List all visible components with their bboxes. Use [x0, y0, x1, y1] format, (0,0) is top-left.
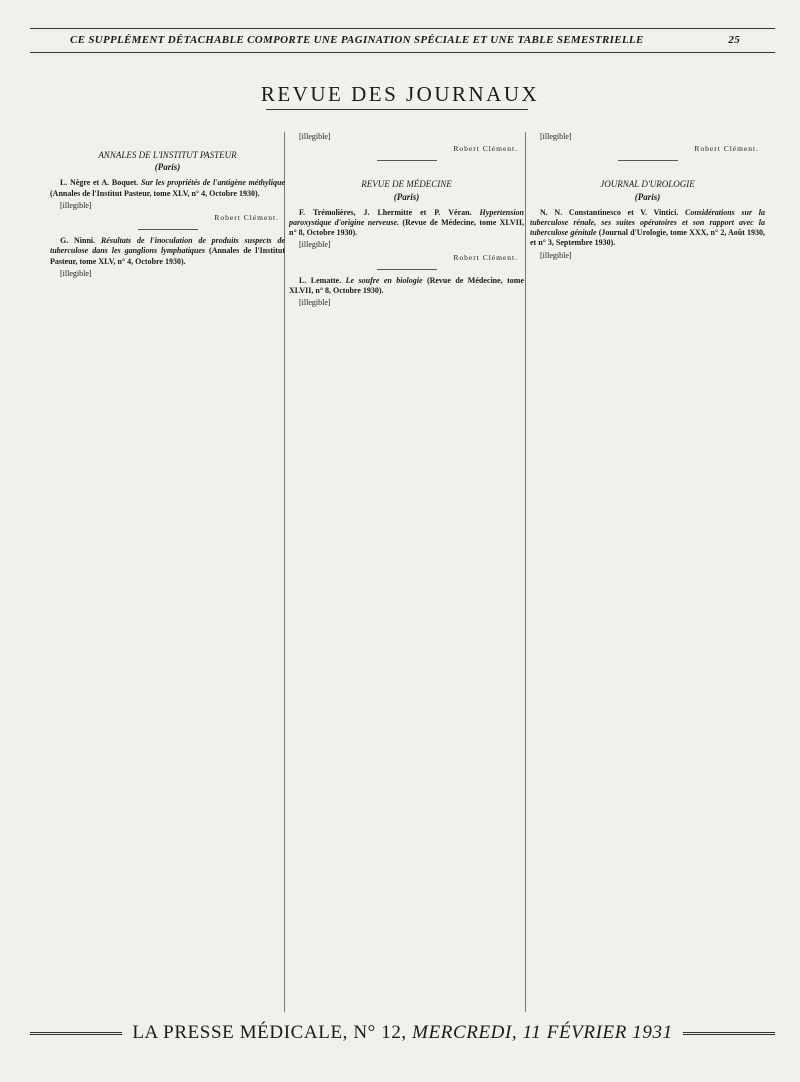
column-divider: [525, 132, 526, 1012]
article-citation: (Journal d'Urologie, tome XXX, n° 2, Août 1930, et n° 3, Septembre 1930).: [530, 228, 765, 248]
journal-name: JOURNAL D'UROLOGIE: [600, 179, 695, 190]
article-separator: [377, 269, 437, 270]
article-heading: [530, 208, 765, 249]
footer-masthead: [132, 1022, 672, 1044]
article-heading: [50, 236, 285, 267]
header-top-rule: [30, 28, 775, 29]
article-body: [illegible]: [299, 298, 331, 308]
title-underline: [266, 109, 528, 110]
article-authors: L. Lematte.: [299, 275, 342, 285]
article-body-continued: [illegible]: [540, 132, 572, 141]
journal-name: REVUE DE MÉDECINE: [361, 179, 452, 190]
article-separator: [377, 160, 437, 161]
footer-rule-left: [30, 1032, 122, 1035]
article-title: Le soufre en biologie: [345, 275, 423, 285]
article-heading: [289, 208, 524, 239]
article-citation: (Annales de l'Institut Pasteur, tome XLV, n° 4, Octobre 1930).: [50, 246, 285, 266]
running-head: [70, 34, 740, 46]
article-heading: [289, 276, 524, 296]
article-body: [illegible]: [540, 250, 572, 260]
article-body: [illegible]: [60, 268, 92, 278]
article-signature: Robert Clément.: [694, 144, 759, 154]
article-citation: (Revue de Médecine, tome XLVII, n° 8, Octobre 1930).: [289, 275, 524, 296]
article-title: Résultats de l'inoculation de produits suspects de tuberculose dans les ganglions lymphatiques: [50, 236, 285, 256]
journal-city: (Paris): [634, 191, 661, 202]
article-body-continued: [illegible]: [299, 132, 331, 141]
article-separator: [138, 229, 198, 230]
running-title: CE SUPPLÉMENT DÉTACHABLE COMPORTE UNE PAGINATION SPÉCIALE ET UNE TABLE SEMESTRIELLE: [70, 34, 644, 46]
article-citation: (Annales de l'Institut Pasteur, tome XLV, n° 4, Octobre 1930).: [50, 188, 260, 198]
article-title: Considérations sur la tuberculose rénale, ses suites opératoires et son rapport avec la tuberculose génitale: [530, 207, 765, 238]
article-body: [illegible]: [60, 200, 92, 210]
article-authors: G. Ninni.: [60, 236, 96, 246]
article-title: Sur les propriétés de l'antigène méthylique: [140, 178, 285, 188]
page-number: 25: [728, 34, 740, 46]
footer-date: MERCREDI, 11 FÉVRIER 1931: [412, 1022, 673, 1043]
column-1: [50, 132, 285, 1012]
journal-name: ANNALES DE L'INSTITUT PASTEUR: [98, 150, 237, 160]
article-authors: L. Nègre et A. Boquet.: [60, 178, 139, 188]
article-signature: Robert Clément.: [453, 144, 518, 154]
article-citation: (Revue de Médecine, tome XLVII, n° 8, Octobre 1930).: [289, 218, 524, 238]
header-bottom-rule: [30, 52, 775, 53]
article-authors: N. N. Constantinesco et V. Vintici.: [540, 207, 679, 217]
article-title: Hypertension paroxystique d'origine nerveuse.: [289, 207, 524, 228]
article-separator: [618, 160, 678, 161]
journal-city: (Paris): [393, 191, 420, 202]
section-title: REVUE DES JOURNAUX: [260, 82, 540, 106]
article-signature: Robert Clément.: [453, 252, 518, 262]
page-footer: [30, 1022, 775, 1044]
article-authors: F. Trémolières, J. Lhermitte et P. Véran.: [299, 207, 472, 217]
footer-publication: LA PRESSE MÉDICALE, N° 12,: [132, 1022, 407, 1043]
journal-city: (Paris): [154, 162, 181, 173]
column-3: [530, 132, 765, 1012]
article-heading: [50, 178, 285, 198]
article-body: [illegible]: [299, 240, 331, 250]
column-2: [289, 132, 524, 1012]
footer-rule-right: [683, 1032, 775, 1035]
article-signature: Robert Clément.: [214, 213, 279, 223]
